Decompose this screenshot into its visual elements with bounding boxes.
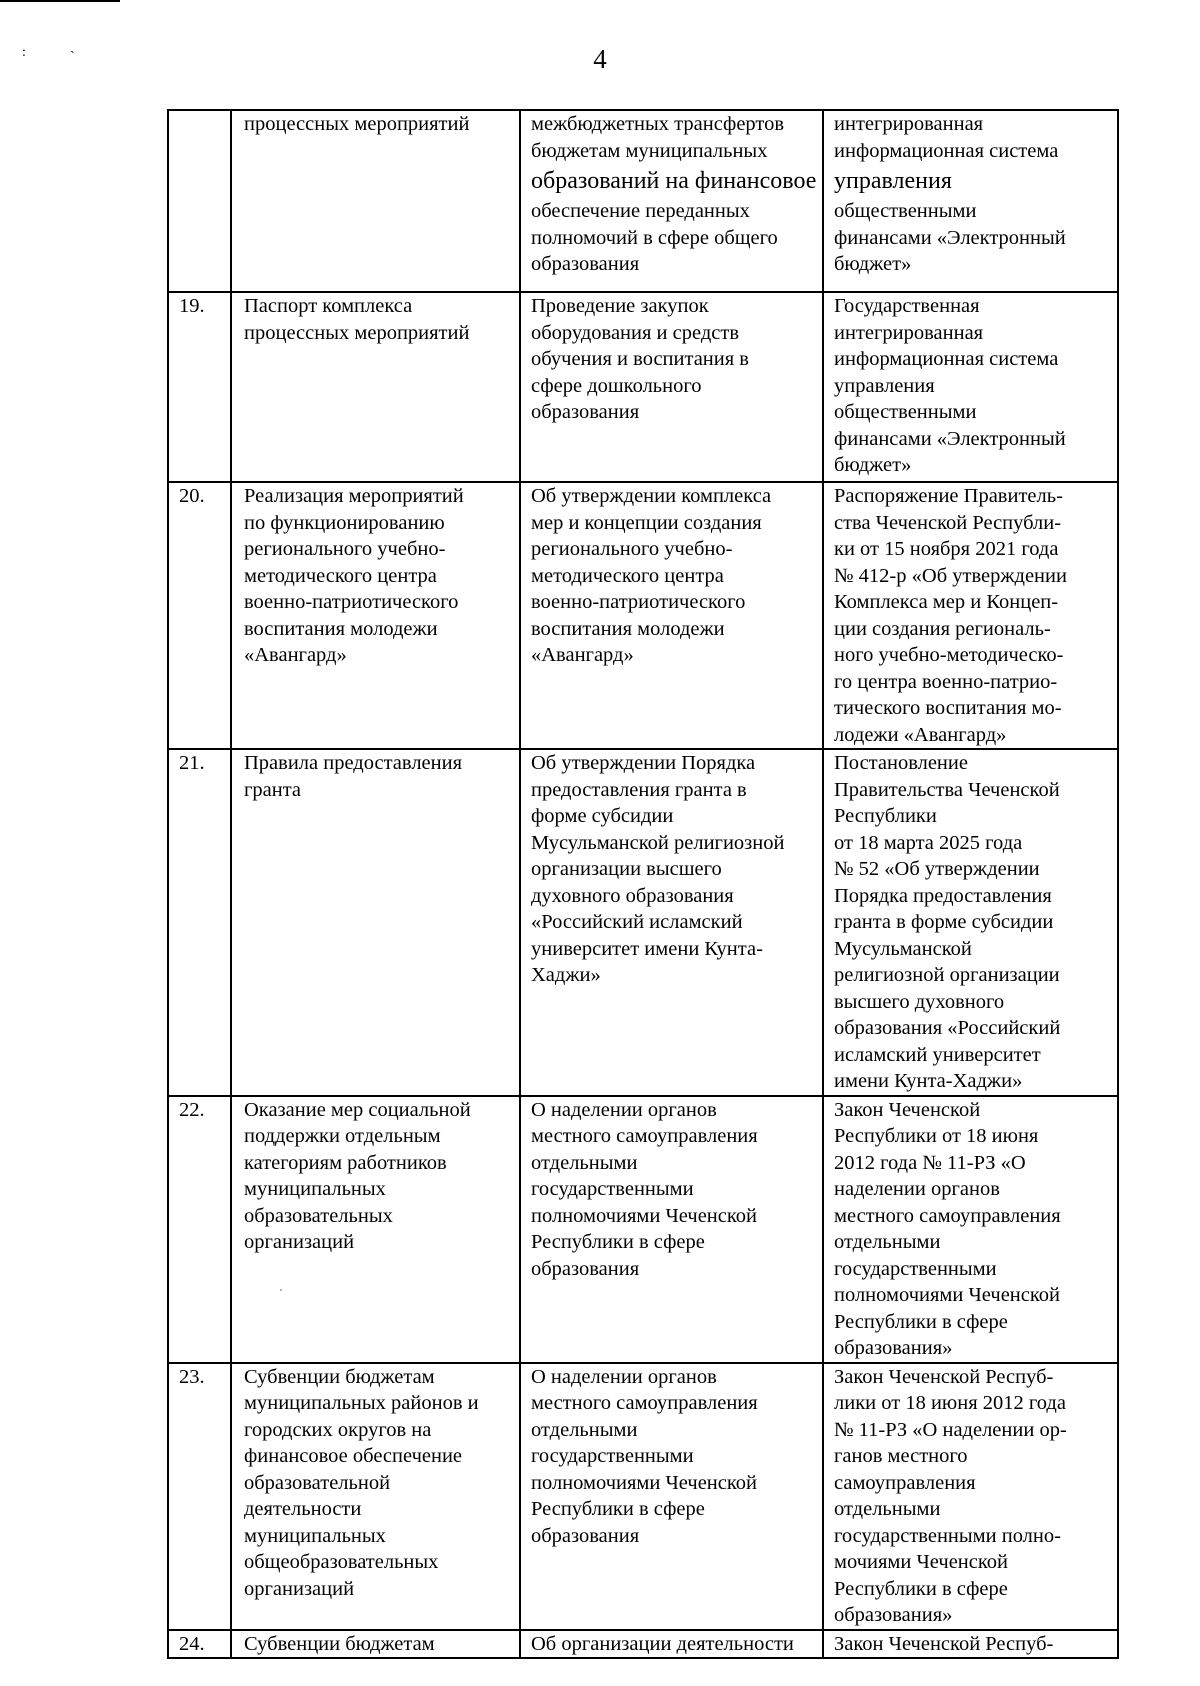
cell-text-line: воспитания молодежи	[244, 617, 438, 640]
cell-text-line: религиозной организации	[834, 964, 1060, 986]
cell-text-line: предоставления гранта в	[531, 778, 747, 801]
scan-speck	[280, 1289, 282, 1291]
cell-text-line: гранта в форме субсидии	[834, 911, 1054, 933]
cell-text-line: наделении органов	[834, 1178, 1000, 1200]
cell-text-line: образований на финансовое	[531, 168, 817, 194]
act-title-cell	[520, 110, 823, 292]
act-title-cell	[520, 749, 823, 1096]
cell-text-line: информационная система	[834, 348, 1059, 370]
act-title-cell	[520, 292, 823, 482]
cell-text-line: организаций	[244, 1231, 355, 1253]
cell-text-line: организации высшего	[531, 858, 722, 880]
cell-text-line: полномочиями Чеченской	[531, 1204, 758, 1227]
cell-text-line: самоуправления	[834, 1471, 976, 1494]
cell-text-line: муниципальных районов и	[244, 1392, 479, 1414]
cell-text-line: по функционированию	[244, 511, 445, 534]
cell-text-line: Закон Чеченской Респуб-	[834, 1632, 1054, 1655]
cell-text-line: ганов местного	[834, 1445, 968, 1467]
legal-source-cell	[823, 1363, 1118, 1630]
cell-text-line: лики от 18 июня 2012 года	[834, 1392, 1066, 1414]
cell-text-line: О наделении органов	[531, 1365, 717, 1388]
cell-text-line: обучения и воспитания в	[531, 348, 749, 370]
cell-text-line: поддержки отдельным	[244, 1125, 441, 1147]
table-row	[168, 1363, 1118, 1630]
cell-text-line: управления	[834, 374, 935, 397]
cell-text-line: процессных мероприятий	[244, 321, 470, 344]
cell-text-line: организаций	[244, 1577, 355, 1600]
act-title-cell	[520, 1630, 823, 1659]
legal-source-cell	[823, 1630, 1118, 1659]
legal-source-cell	[823, 482, 1118, 749]
cell-text-line: финансами «Электронный	[834, 226, 1066, 249]
cell-text-line: полномочиями Чеченской	[834, 1284, 1061, 1306]
cell-text-line: О наделении органов	[531, 1098, 717, 1121]
cell-text-line: гранта	[244, 778, 302, 801]
cell-text-line: Республики в сфере	[834, 1577, 1008, 1600]
cell-text-line: Порядка предоставления	[834, 884, 1052, 907]
cell-text-line: отдельными	[531, 1151, 638, 1174]
cell-text-line: отдельными	[834, 1231, 941, 1253]
cell-text-line: государственными	[531, 1178, 694, 1200]
row-number-cell	[168, 1096, 231, 1363]
cell-text-line: тического воспитания мо-	[834, 697, 1062, 719]
cell-text-line: го центра военно-патрио-	[834, 670, 1058, 693]
cell-text-line: городских округов на	[244, 1418, 432, 1441]
cell-text-line: Реализация мероприятий	[244, 485, 464, 507]
cell-text-line: «Авангард»	[531, 644, 634, 666]
cell-text-line: образования	[531, 1524, 640, 1547]
cell-text-line: Республики в сфере	[531, 1231, 705, 1253]
table-row	[168, 1630, 1118, 1659]
cell-text-line: высшего духовного	[834, 990, 1005, 1013]
cell-text-line: мер и концепции создания	[531, 511, 762, 534]
scan-speck: :	[22, 45, 26, 60]
cell-text-line: методического центра	[531, 564, 724, 587]
document-table	[167, 109, 1119, 1659]
cell-text-line: ного учебно-методическо-	[834, 644, 1064, 666]
cell-text-line: «Российский исламский	[531, 911, 743, 933]
cell-text-line: образования	[531, 253, 640, 275]
cell-text-line: Субвенции бюджетам	[244, 1632, 435, 1655]
cell-text-line: обеспечение переданных	[531, 200, 750, 222]
cell-text-line: Проведение закупок	[531, 295, 709, 317]
cell-text-line: муниципальных	[244, 1524, 386, 1547]
cell-text-line: Субвенции бюджетам	[244, 1365, 435, 1388]
cell-text-line: управления	[834, 168, 952, 194]
cell-text-line: университет имени Кунта-	[531, 937, 763, 960]
measure-name-cell	[231, 1630, 520, 1659]
cell-text-line: государственными	[531, 1445, 694, 1467]
cell-text-line: деятельности	[244, 1498, 362, 1520]
cell-text-line: образования»	[834, 1604, 953, 1626]
cell-text-line: полномочиями Чеченской	[531, 1471, 758, 1494]
cell-text-line: бюджетам муниципальных	[531, 139, 768, 162]
cell-text-line: образовательной	[244, 1471, 391, 1494]
cell-text-line: ки от 15 ноября 2021 года	[834, 538, 1059, 560]
row-number-cell	[168, 1630, 231, 1659]
cell-text-line: Мусульманской	[834, 937, 972, 960]
cell-text-line: Об утверждении комплекса	[531, 485, 772, 507]
cell-text-line: процессных мероприятий	[244, 113, 470, 135]
table-body	[168, 110, 1118, 1658]
cell-text-line: регионального учебно-	[244, 538, 446, 560]
row-number: 21.	[179, 752, 205, 774]
cell-text-line: общественными	[834, 401, 977, 423]
cell-text-line: общеобразовательных	[244, 1551, 439, 1573]
cell-text-line: отдельными	[531, 1418, 638, 1441]
cell-text-line: воспитания молодежи	[531, 617, 725, 640]
cell-text-line: образования «Российский	[834, 1017, 1061, 1039]
cell-text-line: военно-патриотического	[531, 591, 746, 613]
cell-text-line: Закон Чеченской	[834, 1098, 981, 1121]
row-number: 23.	[179, 1365, 205, 1388]
cell-text-line: образования»	[834, 1337, 953, 1359]
cell-text-line: категориям работников	[244, 1151, 447, 1174]
measure-name-cell	[231, 1096, 520, 1363]
cell-text-line: № 412-р «Об утверждении	[834, 564, 1067, 587]
cell-text-line: Комплекса мер и Концеп-	[834, 591, 1059, 613]
cell-text-line: Закон Чеченской Респуб-	[834, 1365, 1054, 1388]
table-row	[168, 482, 1118, 749]
measure-name-cell	[231, 292, 520, 482]
cell-text-line: Хаджи»	[531, 964, 601, 986]
cell-text-line: финансовое обеспечение	[244, 1445, 463, 1467]
cell-text-line: исламский университет	[834, 1043, 1041, 1066]
act-title-cell	[520, 1363, 823, 1630]
cell-text-line: местного самоуправления	[834, 1204, 1061, 1227]
cell-text-line: ства Чеченской Республи-	[834, 511, 1062, 534]
cell-text-line: муниципальных	[244, 1178, 386, 1200]
cell-text-line: Республики	[834, 805, 937, 827]
row-number-cell	[168, 482, 231, 749]
cell-text-line: военно-патриотического	[244, 591, 459, 613]
cell-text-line: информационная система	[834, 139, 1059, 162]
cell-text-line: методического центра	[244, 564, 437, 587]
cell-text-line: общественными	[834, 200, 977, 222]
cell-text-line: отдельными	[834, 1498, 941, 1520]
cell-text-line: бюджет»	[834, 253, 912, 275]
cell-text-line: духовного образования	[531, 884, 734, 907]
row-number-cell	[168, 749, 231, 1096]
cell-text-line: Республики в сфере	[531, 1498, 705, 1520]
cell-text-line: Правительства Чеченской	[834, 778, 1060, 801]
cell-text-line: сфере дошкольного	[531, 374, 702, 397]
legal-source-cell	[823, 292, 1118, 482]
cell-text-line: Распоряжение Правитель-	[834, 485, 1063, 507]
cell-text-line: имени Кунта-Хаджи»	[834, 1070, 1023, 1092]
cell-text-line: Постановление	[834, 752, 968, 774]
cell-text-line: Паспорт комплекса	[244, 295, 413, 317]
scan-edge-line	[0, 0, 120, 2]
cell-text-line: финансами «Электронный	[834, 427, 1066, 450]
cell-text-line: Государственная	[834, 295, 980, 317]
row-number: 20.	[179, 485, 205, 507]
act-title-cell	[520, 482, 823, 749]
cell-text-line: ции создания региональ-	[834, 617, 1051, 640]
measure-name-cell	[231, 1363, 520, 1630]
cell-text-line: межбюджетных трансфертов	[531, 113, 785, 135]
measure-name-cell	[231, 110, 520, 292]
cell-text-line: интегрированная	[834, 113, 984, 135]
measure-name-cell	[231, 749, 520, 1096]
cell-text-line: форме субсидии	[531, 805, 674, 827]
cell-text-line: от 18 марта 2025 года	[834, 831, 1023, 854]
cell-text-line: оборудования и средств	[531, 321, 739, 344]
legal-source-cell	[823, 110, 1118, 292]
cell-text-line: Мусульманской религиозной	[531, 831, 785, 854]
cell-text-line: местного самоуправления	[531, 1125, 758, 1147]
row-number: 24.	[179, 1632, 205, 1655]
table-row	[168, 292, 1118, 482]
cell-text-line: Республики в сфере	[834, 1310, 1008, 1333]
cell-text-line: Оказание мер социальной	[244, 1098, 471, 1121]
cell-text-line: государственными полно-	[834, 1524, 1061, 1547]
cell-text-line: Об организации деятельности	[531, 1632, 794, 1655]
cell-text-line: Правила предоставления	[244, 752, 463, 774]
page-number: 4	[593, 44, 607, 74]
row-number-cell	[168, 110, 231, 292]
cell-text-line: интегрированная	[834, 321, 984, 344]
cell-text-line: мочиями Чеченской	[834, 1551, 1008, 1573]
cell-text-line: образования	[531, 1257, 640, 1280]
cell-text-line: образования	[531, 401, 640, 423]
cell-text-line: образовательных	[244, 1204, 393, 1227]
row-number: 19.	[179, 295, 205, 317]
legal-source-cell	[823, 1096, 1118, 1363]
legal-source-cell	[823, 749, 1118, 1096]
cell-text-line: № 52 «Об утверждении	[834, 858, 1040, 880]
table-row	[168, 749, 1118, 1096]
table-row	[168, 1096, 1118, 1363]
measure-name-cell	[231, 482, 520, 749]
table-row	[168, 110, 1118, 292]
cell-text-line: бюджет»	[834, 454, 912, 476]
cell-text-line: местного самоуправления	[531, 1392, 758, 1414]
row-number: 22.	[179, 1098, 205, 1121]
scan-speck: ˎ	[70, 39, 75, 54]
cell-text-line: «Авангард»	[244, 644, 347, 666]
cell-text-line: Республики от 18 июня	[834, 1125, 1039, 1147]
cell-text-line: регионального учебно-	[531, 538, 733, 560]
row-number-cell	[168, 292, 231, 482]
cell-text-line: государственными	[834, 1257, 997, 1280]
cell-text-line: Об утверждении Порядка	[531, 752, 756, 774]
cell-text-line: 2012 года № 11-РЗ «О	[834, 1151, 1026, 1174]
cell-text-line: лодежи «Авангард»	[834, 723, 1007, 746]
row-number-cell	[168, 1363, 231, 1630]
act-title-cell	[520, 1096, 823, 1363]
cell-text-line: полномочий в сфере общего	[531, 226, 778, 249]
cell-text-line: № 11-РЗ «О наделении ор-	[834, 1418, 1067, 1441]
